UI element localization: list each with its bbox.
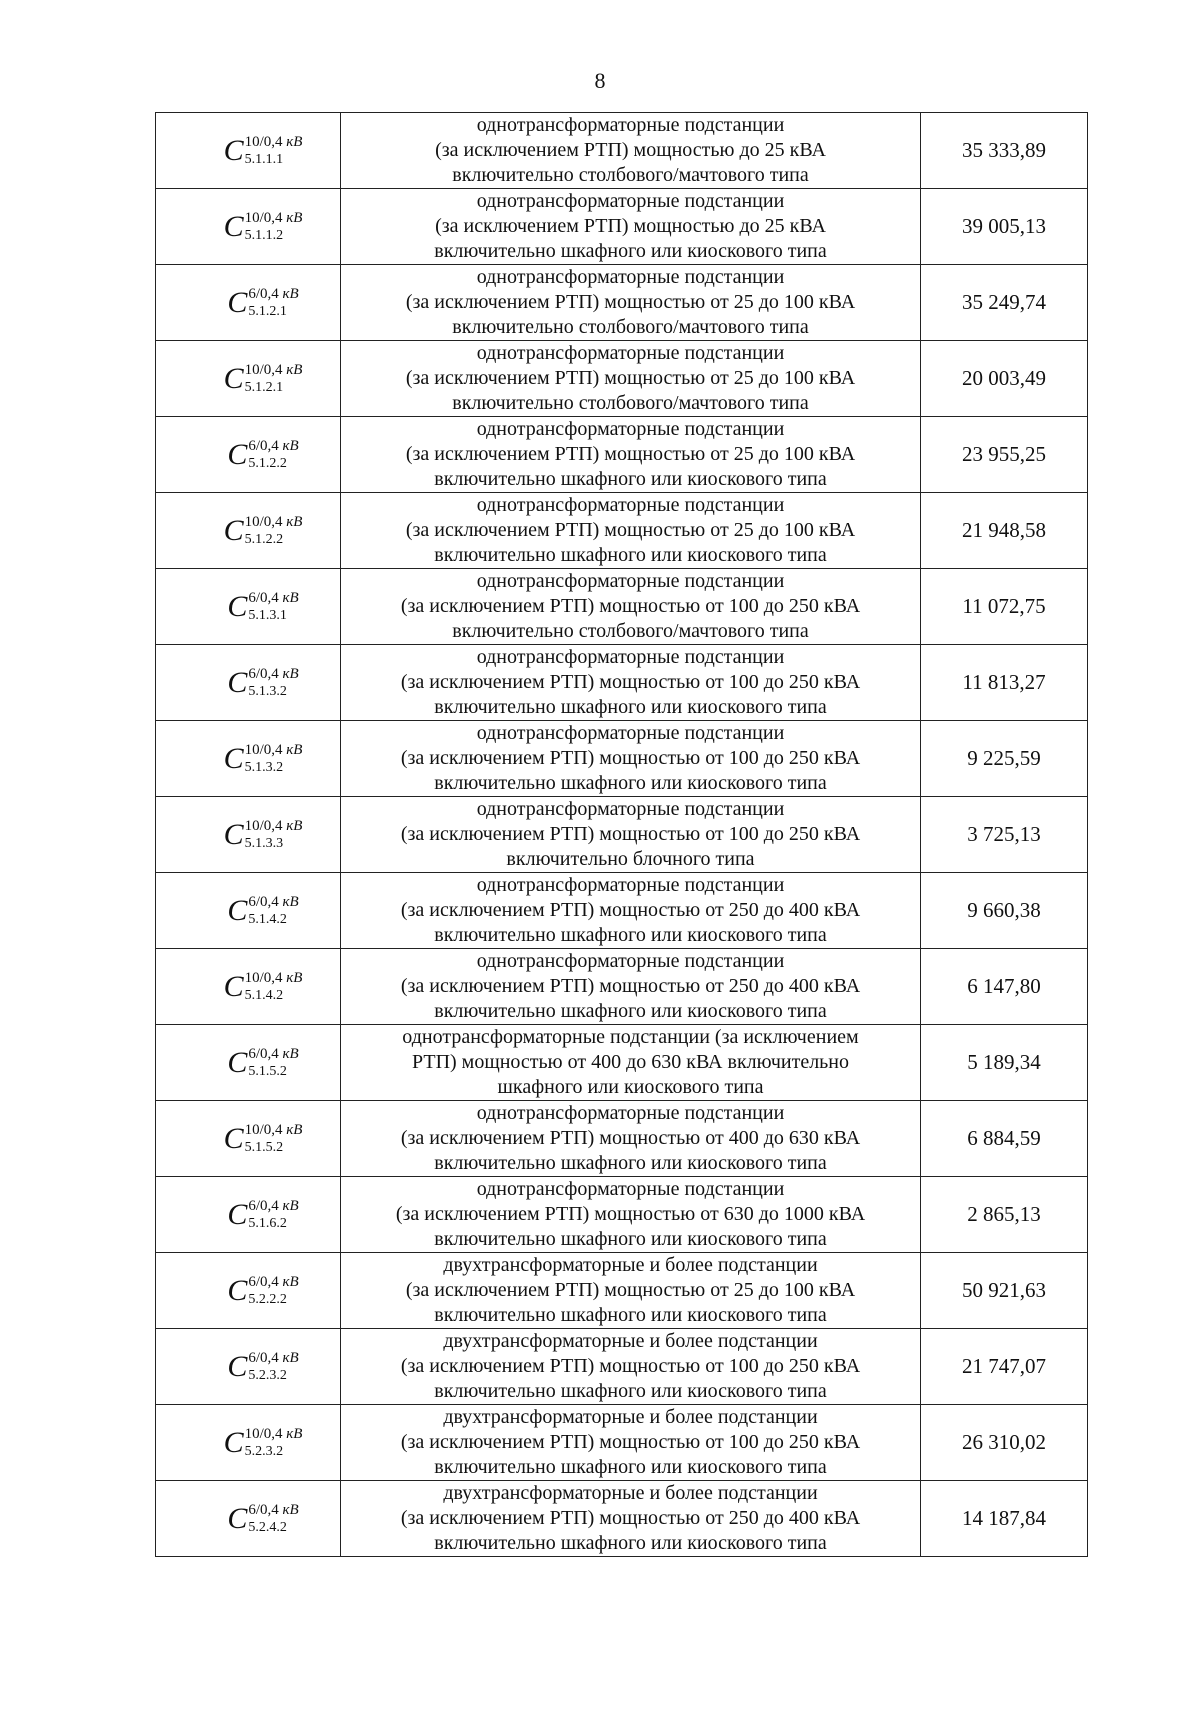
rate-formula <box>197 1502 298 1536</box>
description-line: включительно шкафного или киоскового типа <box>434 1456 827 1478</box>
rate-scripts <box>245 514 303 548</box>
rate-symbol: C <box>227 1273 248 1307</box>
description-cell <box>341 949 921 1025</box>
description-line: однотрансформаторные подстанции <box>476 190 785 212</box>
rate-index-subscript: 5.1.3.2 <box>244 759 284 775</box>
rate-formula <box>197 894 298 928</box>
voltage-ratio: 10/0,4 <box>244 741 283 758</box>
table-row <box>156 493 1088 569</box>
description-line: (за исключением РТП) мощностью от 25 до 100 кВА <box>405 367 856 389</box>
description-line: (за исключением РТП) мощностью от 25 до 100 кВА <box>405 1279 856 1301</box>
description-line: двухтрансформаторные и более подстанции <box>443 1406 818 1428</box>
rate-symbol: C <box>227 285 248 319</box>
voltage-ratio: 6/0,4 <box>248 893 279 910</box>
amount-cell: 3 725,13 <box>921 797 1088 873</box>
voltage-superscript <box>248 894 298 911</box>
table-row <box>156 1481 1088 1557</box>
voltage-unit: кВ <box>282 1273 299 1290</box>
description-line: включительно шкафного или киоскового типа <box>434 924 827 946</box>
amount-cell: 9 225,59 <box>921 721 1088 797</box>
rate-code-cell <box>156 1481 341 1557</box>
description-cell <box>341 569 921 645</box>
table-row <box>156 645 1088 721</box>
rate-scripts <box>245 362 303 396</box>
table-row <box>156 949 1088 1025</box>
voltage-superscript <box>245 362 303 379</box>
voltage-ratio: 10/0,4 <box>244 513 283 530</box>
voltage-ratio: 10/0,4 <box>244 969 283 986</box>
rate-formula <box>197 590 298 624</box>
rate-index-subscript: 5.1.3.2 <box>248 683 287 699</box>
table-row <box>156 1253 1088 1329</box>
rate-formula <box>194 1122 303 1156</box>
amount-cell: 21 747,07 <box>921 1329 1088 1405</box>
rate-symbol: C <box>227 1349 248 1383</box>
amount-cell: 26 310,02 <box>921 1405 1088 1481</box>
voltage-unit: кВ <box>286 1425 303 1442</box>
rate-index-subscript: 5.1.2.1 <box>248 303 287 319</box>
rate-code-cell <box>156 1329 341 1405</box>
rate-code-cell <box>156 493 341 569</box>
rate-symbol: C <box>223 969 244 1003</box>
rate-code-cell <box>156 1405 341 1481</box>
rate-code-cell <box>156 1101 341 1177</box>
description-cell <box>341 113 921 189</box>
voltage-unit: кВ <box>286 817 303 834</box>
voltage-unit: кВ <box>286 133 303 150</box>
description-line: двухтрансформаторные и более подстанции <box>443 1482 818 1504</box>
voltage-unit: кВ <box>286 741 303 758</box>
rate-symbol: C <box>223 1425 244 1459</box>
rate-index-subscript: 5.2.4.2 <box>248 1519 287 1535</box>
voltage-unit: кВ <box>286 513 303 530</box>
rate-index-subscript: 5.1.4.2 <box>248 911 287 927</box>
voltage-unit: кВ <box>286 969 303 986</box>
amount-cell: 11 813,27 <box>921 645 1088 721</box>
description-line: однотрансформаторные подстанции <box>476 1102 785 1124</box>
voltage-unit: кВ <box>282 1197 299 1214</box>
description-line: включительно шкафного или киоскового типа <box>434 1228 827 1250</box>
description-line: включительно шкафного или киоскового типа <box>434 1000 827 1022</box>
rate-symbol: C <box>223 513 244 547</box>
description-line: однотрансформаторные подстанции <box>476 342 785 364</box>
description-cell <box>341 417 921 493</box>
description-line: (за исключением РТП) мощностью до 25 кВА <box>435 215 826 237</box>
voltage-superscript <box>248 438 298 455</box>
voltage-ratio: 6/0,4 <box>248 1045 279 1062</box>
rates-table <box>155 112 1088 1557</box>
description-line: включительно шкафного или киоскового типа <box>434 696 827 718</box>
description-line: включительно шкафного или киоскового типа <box>434 772 827 794</box>
amount-cell: 14 187,84 <box>921 1481 1088 1557</box>
description-line: однотрансформаторные подстанции <box>476 1178 785 1200</box>
table-row <box>156 1405 1088 1481</box>
amount-cell: 35 333,89 <box>921 113 1088 189</box>
rate-symbol: C <box>223 817 244 851</box>
rate-symbol: C <box>227 1501 248 1535</box>
description-cell <box>341 1405 921 1481</box>
voltage-superscript <box>245 1426 303 1443</box>
rate-scripts <box>245 818 303 852</box>
rate-scripts <box>248 438 298 472</box>
description-line: (за исключением РТП) мощностью от 100 до 250 кВА <box>400 747 861 769</box>
rate-formula <box>194 362 303 396</box>
rate-scripts <box>248 894 298 928</box>
voltage-unit: кВ <box>282 1045 299 1062</box>
rate-index-subscript: 5.1.1.1 <box>244 151 284 167</box>
voltage-ratio: 6/0,4 <box>248 437 279 454</box>
table-row <box>156 265 1088 341</box>
description-line: (за исключением РТП) мощностью от 100 до 250 кВА <box>400 823 861 845</box>
description-line: двухтрансформаторные и более подстанции <box>443 1254 818 1276</box>
description-cell <box>341 493 921 569</box>
rate-index-subscript: 5.1.6.2 <box>248 1215 287 1231</box>
voltage-ratio: 6/0,4 <box>248 665 279 682</box>
description-line: (за исключением РТП) мощностью от 100 до 250 кВА <box>400 671 861 693</box>
rate-scripts <box>248 1046 298 1080</box>
table-row <box>156 189 1088 265</box>
rate-code-cell <box>156 1177 341 1253</box>
amount-cell: 9 660,38 <box>921 873 1088 949</box>
rate-scripts <box>245 742 303 776</box>
rate-index-subscript: 5.1.2.2 <box>244 531 284 547</box>
voltage-superscript <box>245 134 303 151</box>
voltage-unit: кВ <box>286 1121 303 1138</box>
description-line: однотрансформаторные подстанции <box>476 950 785 972</box>
description-line: включительно столбового/мачтового типа <box>452 620 809 642</box>
description-line: однотрансформаторные подстанции <box>476 418 785 440</box>
voltage-ratio: 6/0,4 <box>248 589 279 606</box>
table-row <box>156 797 1088 873</box>
description-line: двухтрансформаторные и более подстанции <box>443 1330 818 1352</box>
table-row <box>156 1101 1088 1177</box>
rate-index-subscript: 5.1.1.2 <box>244 227 284 243</box>
rate-symbol: C <box>227 893 248 927</box>
description-line: включительно шкафного или киоскового типа <box>434 240 827 262</box>
voltage-unit: кВ <box>282 437 299 454</box>
rate-formula <box>194 818 303 852</box>
rate-index-subscript: 5.1.5.2 <box>244 1139 284 1155</box>
rate-scripts <box>248 1198 298 1232</box>
description-line: включительно блочного типа <box>506 848 755 870</box>
description-line: (за исключением РТП) мощностью от 25 до 100 кВА <box>405 443 856 465</box>
voltage-superscript <box>245 970 303 987</box>
rate-code-cell <box>156 721 341 797</box>
description-cell <box>341 645 921 721</box>
voltage-ratio: 6/0,4 <box>248 285 279 302</box>
description-line: (за исключением РТП) мощностью от 400 до 630 кВА <box>400 1127 861 1149</box>
voltage-unit: кВ <box>286 361 303 378</box>
rate-code-cell <box>156 265 341 341</box>
rate-formula <box>197 286 298 320</box>
voltage-ratio: 10/0,4 <box>244 1121 283 1138</box>
voltage-superscript <box>248 1502 298 1519</box>
description-cell <box>341 341 921 417</box>
voltage-superscript <box>248 1046 298 1063</box>
voltage-superscript <box>245 818 303 835</box>
description-line: включительно шкафного или киоскового типа <box>434 1380 827 1402</box>
table-row <box>156 873 1088 949</box>
description-line: однотрансформаторные подстанции <box>476 646 785 668</box>
rate-code-cell <box>156 113 341 189</box>
voltage-superscript <box>245 742 303 759</box>
rate-scripts <box>248 1502 298 1536</box>
voltage-unit: кВ <box>282 1501 299 1518</box>
voltage-ratio: 6/0,4 <box>248 1349 279 1366</box>
rate-scripts <box>248 286 298 320</box>
description-line: включительно шкафного или киоскового типа <box>434 1532 827 1554</box>
amount-cell: 35 249,74 <box>921 265 1088 341</box>
voltage-unit: кВ <box>286 209 303 226</box>
rate-formula <box>197 438 298 472</box>
rate-index-subscript: 5.2.3.2 <box>248 1367 287 1383</box>
rate-index-subscript: 5.2.2.2 <box>248 1291 287 1307</box>
rate-code-cell <box>156 645 341 721</box>
page-number: 8 <box>594 68 606 93</box>
description-line: включительно шкафного или киоскового типа <box>434 1152 827 1174</box>
description-cell <box>341 1253 921 1329</box>
description-cell <box>341 721 921 797</box>
description-line: однотрансформаторные подстанции (за исключением <box>402 1026 859 1048</box>
rate-formula <box>194 970 303 1004</box>
voltage-superscript <box>245 1122 303 1139</box>
description-line: (за исключением РТП) мощностью от 630 до 1000 кВА <box>395 1203 866 1225</box>
rate-symbol: C <box>223 361 244 395</box>
rate-formula <box>194 1426 303 1460</box>
voltage-superscript <box>248 286 298 303</box>
rate-formula <box>197 1198 298 1232</box>
rate-code-cell <box>156 873 341 949</box>
rate-scripts <box>245 1426 303 1460</box>
rate-code-cell <box>156 949 341 1025</box>
amount-cell: 39 005,13 <box>921 189 1088 265</box>
description-line: шкафного или киоскового типа <box>497 1076 764 1098</box>
description-line: однотрансформаторные подстанции <box>476 798 785 820</box>
description-line: однотрансформаторные подстанции <box>476 722 785 744</box>
description-line: (за исключением РТП) мощностью от 250 до 400 кВА <box>400 1507 861 1529</box>
description-line: однотрансформаторные подстанции <box>476 874 785 896</box>
amount-cell: 6 884,59 <box>921 1101 1088 1177</box>
voltage-superscript <box>248 1198 298 1215</box>
voltage-unit: кВ <box>282 589 299 606</box>
table-row <box>156 341 1088 417</box>
description-cell <box>341 1481 921 1557</box>
rate-formula <box>197 1274 298 1308</box>
rate-code-cell <box>156 341 341 417</box>
description-cell <box>341 1101 921 1177</box>
rate-symbol: C <box>227 437 248 471</box>
description-line: включительно шкафного или киоскового типа <box>434 544 827 566</box>
rate-code-cell <box>156 797 341 873</box>
description-line: включительно шкафного или киоскового типа <box>434 468 827 490</box>
description-line: однотрансформаторные подстанции <box>476 266 785 288</box>
rates-table-body <box>156 113 1088 1557</box>
amount-cell: 23 955,25 <box>921 417 1088 493</box>
rate-formula <box>194 514 303 548</box>
description-line: (за исключением РТП) мощностью до 25 кВА <box>435 139 826 161</box>
rate-scripts <box>248 590 298 624</box>
amount-cell: 6 147,80 <box>921 949 1088 1025</box>
voltage-ratio: 6/0,4 <box>248 1501 279 1518</box>
rate-scripts <box>248 666 298 700</box>
description-line: однотрансформаторные подстанции <box>476 494 785 516</box>
amount-cell: 11 072,75 <box>921 569 1088 645</box>
description-line: включительно столбового/мачтового типа <box>452 164 809 186</box>
amount-cell: 50 921,63 <box>921 1253 1088 1329</box>
description-cell <box>341 797 921 873</box>
description-line: (за исключением РТП) мощностью от 100 до 250 кВА <box>400 1355 861 1377</box>
table-row <box>156 113 1088 189</box>
voltage-superscript <box>248 1350 298 1367</box>
description-line: (за исключением РТП) мощностью от 250 до 400 кВА <box>400 975 861 997</box>
voltage-ratio: 10/0,4 <box>244 361 283 378</box>
rate-index-subscript: 5.1.3.1 <box>248 607 287 623</box>
description-line: (за исключением РТП) мощностью от 25 до 100 кВА <box>405 291 856 313</box>
rate-symbol: C <box>227 1197 248 1231</box>
rate-code-cell <box>156 569 341 645</box>
description-line: включительно столбового/мачтового типа <box>452 316 809 338</box>
rate-scripts <box>248 1274 298 1308</box>
description-cell <box>341 1025 921 1101</box>
table-row <box>156 1177 1088 1253</box>
rate-scripts <box>245 970 303 1004</box>
rate-scripts <box>245 1122 303 1156</box>
description-line: (за исключением РТП) мощностью от 250 до 400 кВА <box>400 899 861 921</box>
rate-symbol: C <box>227 665 248 699</box>
rate-scripts <box>245 134 303 168</box>
voltage-unit: кВ <box>282 893 299 910</box>
voltage-unit: кВ <box>282 285 299 302</box>
description-cell <box>341 873 921 949</box>
rate-code-cell <box>156 189 341 265</box>
rate-formula <box>194 134 303 168</box>
rate-index-subscript: 5.2.3.2 <box>244 1443 284 1459</box>
rate-formula <box>194 742 303 776</box>
rate-index-subscript: 5.1.4.2 <box>244 987 284 1003</box>
rate-code-cell <box>156 1253 341 1329</box>
voltage-ratio: 10/0,4 <box>244 209 283 226</box>
rate-scripts <box>248 1350 298 1384</box>
voltage-unit: кВ <box>282 1349 299 1366</box>
description-line: однотрансформаторные подстанции <box>476 114 785 136</box>
voltage-superscript <box>245 514 303 531</box>
voltage-ratio: 10/0,4 <box>244 133 283 150</box>
rate-scripts <box>245 210 303 244</box>
description-line: включительно шкафного или киоскового типа <box>434 1304 827 1326</box>
rate-formula <box>197 1350 298 1384</box>
description-cell <box>341 1177 921 1253</box>
description-line: (за исключением РТП) мощностью от 25 до 100 кВА <box>405 519 856 541</box>
table-row <box>156 1025 1088 1101</box>
voltage-ratio: 10/0,4 <box>244 817 283 834</box>
description-line: однотрансформаторные подстанции <box>476 570 785 592</box>
description-cell <box>341 1329 921 1405</box>
voltage-ratio: 6/0,4 <box>248 1197 279 1214</box>
rate-index-subscript: 5.1.5.2 <box>248 1063 287 1079</box>
table-row <box>156 417 1088 493</box>
description-cell <box>341 265 921 341</box>
table-row <box>156 1329 1088 1405</box>
voltage-superscript <box>248 590 298 607</box>
rate-symbol: C <box>223 741 244 775</box>
rate-index-subscript: 5.1.2.1 <box>244 379 284 395</box>
amount-cell: 20 003,49 <box>921 341 1088 417</box>
voltage-ratio: 6/0,4 <box>248 1273 279 1290</box>
description-line: (за исключением РТП) мощностью от 100 до 250 кВА <box>400 1431 861 1453</box>
voltage-superscript <box>248 1274 298 1291</box>
table-row <box>156 721 1088 797</box>
voltage-superscript <box>245 210 303 227</box>
rate-formula <box>197 666 298 700</box>
description-line: (за исключением РТП) мощностью от 100 до 250 кВА <box>400 595 861 617</box>
amount-cell: 5 189,34 <box>921 1025 1088 1101</box>
rate-symbol: C <box>223 209 244 243</box>
rate-symbol: C <box>227 589 248 623</box>
rate-code-cell <box>156 1025 341 1101</box>
description-line: включительно столбового/мачтового типа <box>452 392 809 414</box>
rate-index-subscript: 5.1.3.3 <box>244 835 284 851</box>
rate-code-cell <box>156 417 341 493</box>
rate-index-subscript: 5.1.2.2 <box>248 455 287 471</box>
description-cell <box>341 189 921 265</box>
rate-symbol: C <box>223 1121 244 1155</box>
table-row <box>156 569 1088 645</box>
voltage-ratio: 10/0,4 <box>244 1425 283 1442</box>
rate-formula <box>197 1046 298 1080</box>
amount-cell: 2 865,13 <box>921 1177 1088 1253</box>
rate-symbol: C <box>227 1045 248 1079</box>
rate-symbol: C <box>223 133 244 167</box>
rate-formula <box>194 210 303 244</box>
amount-cell: 21 948,58 <box>921 493 1088 569</box>
description-line: РТП) мощностью от 400 до 630 кВА включительно <box>411 1051 850 1073</box>
voltage-unit: кВ <box>282 665 299 682</box>
voltage-superscript <box>248 666 298 683</box>
